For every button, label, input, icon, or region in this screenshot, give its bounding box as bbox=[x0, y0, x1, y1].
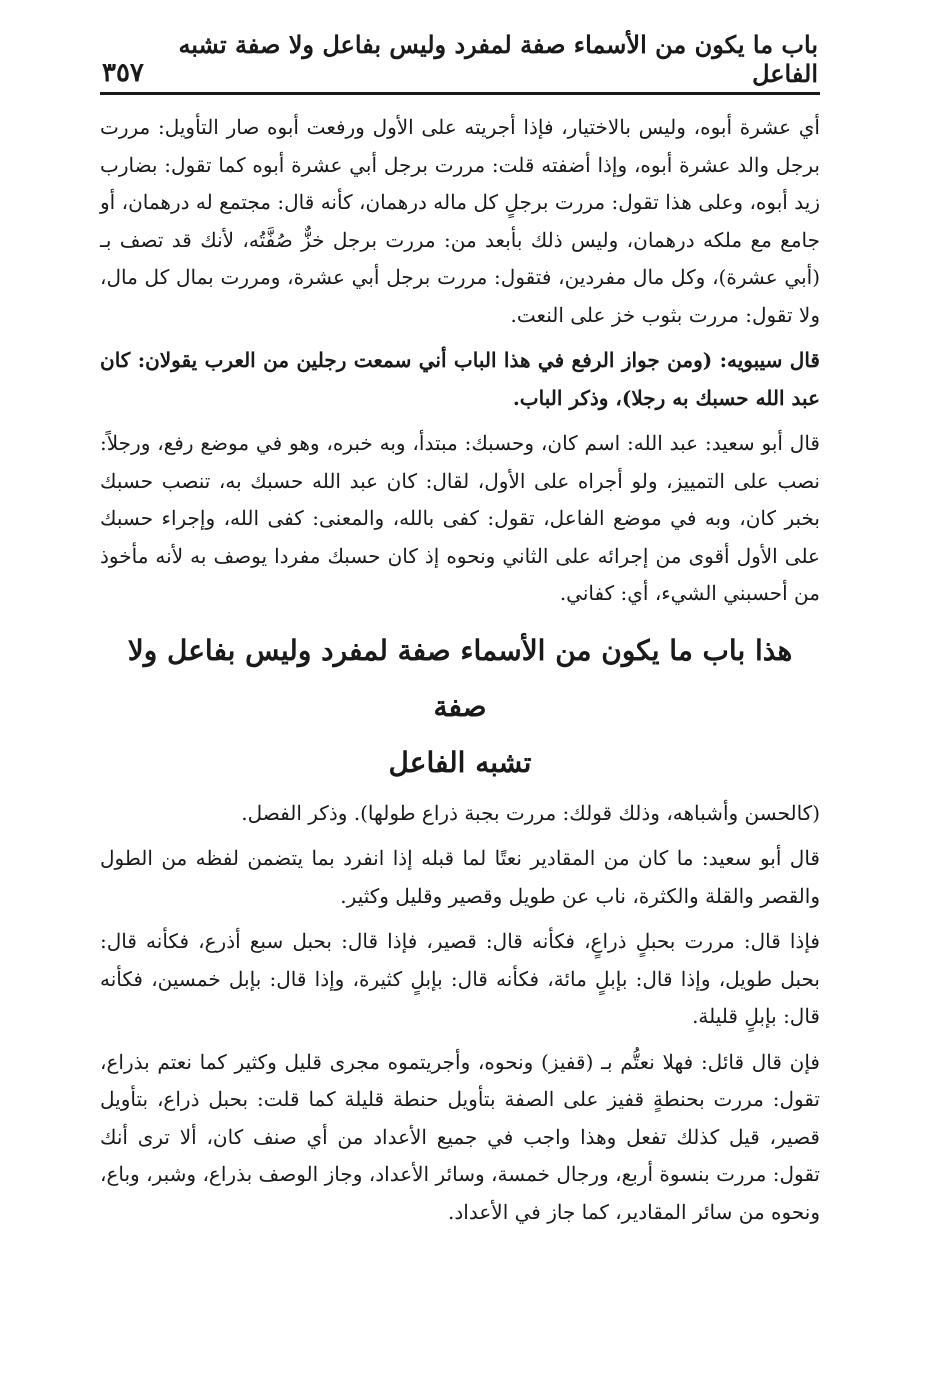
paragraph-intro: أي عشرة أبوه، وليس بالاختيار، فإذا أجريته على الأول ورفعت أبوه صار التأويل: مررت برجل والد عشرة أبوه، وإذا أضفته قلت: مررت برجل أبي عشرة أبوه كما تقول: بضارب زيد أبوه، وعلى هذا تقول: مررت برجلٍ كل ماله درهمان، كأنه قال: مجتمع له درهمان، أو جامع مع ملكه درهمان، وليس ذلك بأبعد من: مررت برجل خزٌّ صُفَّتُه، لأنك قد تصف بـ (أبي عشرة)، وكل مال مفردين، فتقول: مررت برجل أبي عشرة، ومررت بمال كل مال، ولا تقول: مررت بثوب خز على النعت. bbox=[100, 115, 820, 327]
chapter-heading-line-1: هذا باب ما يكون من الأسماء صفة لمفرد وليس بفاعل ولا صفة bbox=[127, 633, 793, 723]
paragraph-abu-said-commentary: قال أبو سعيد: عبد الله: اسم كان، وحسبك: مبتدأ، وبه خبره، وهو في موضع رفع، ورجلاً: نصب على التمييز، ولو أجراه على الأول، لقال: كان عبد الله حسبك به، تنصب حسبك بخبر كان، وبه في موضع الفاعل، تقول: كفى بالله، والمعنى: كفى الله، وإجراء حسبك على الأول أقوى من إجرائه على الثاني ونحوه إذ كان حسبك مفردا يوصف به لأنه مأخوذ من أحسبني الشيء، أي: كفاني. bbox=[100, 431, 820, 605]
running-header bbox=[100, 30, 820, 95]
running-title: باب ما يكون من الأسماء صفة لمفرد وليس بفاعل ولا صفة تشبه الفاعل bbox=[178, 30, 818, 88]
chapter-heading bbox=[100, 623, 820, 791]
paragraph-chapter-quote: (كالحسن وأشباهه، وذلك قولك: مررت بجبة ذراع طولها). وذكر الفصل. bbox=[241, 800, 820, 825]
book-page bbox=[100, 30, 820, 1239]
paragraph-objection: فإن قال قائل: فهلا نعتُّم بـ (قفيز) ونحوه، وأجريتموه مجرى قليل وكثير كما نعتم بذراع، تقول: مررت بحنطةٍ قفيز على الصفة بتأويل حنطة قليلة كما قلت: بحبل ذراع، بتأويل قصير، قيل كذلك تفعل وهذا واجب في جميع الأعداد من أي صنف كان، ألا ترى أنك تقول: مررت بنسوة أربع، ورجال خمسة، وسائر الأعداد، وجاز الوصف بذراع، وشبر، وباع، ونحوه من سائر المقادير، كما جاز في الأعداد. bbox=[100, 1049, 820, 1224]
chapter-heading-line-2: تشبه الفاعل bbox=[388, 745, 532, 779]
paragraph-sibawayh-quote: قال سيبويه: (ومن جواز الرفع في هذا الباب أني سمعت رجلين من العرب يقولان: كان عبد الله حسبك به رجلا)، وذكر الباب. bbox=[100, 348, 820, 410]
paragraph-rope-examples: فإذا قال: مررت بحبلٍ ذراعٍ، فكأنه قال: قصير، فإذا قال: بحبل سبع أذرع، فكأنه قال: بحبل طويل، وإذا قال: بإبلٍ مائة، فكأنه قال: بإبلٍ كثيرة، وإذا قال: بإبل خمسين، فكأنه قال: بإبلٍ قليلة. bbox=[100, 929, 820, 1028]
paragraph-measures: قال أبو سعيد: ما كان من المقادير نعتًا لما قبله إذا انفرد بما يتضمن لفظه من الطول والقصر والقلة والكثرة، ناب عن طويل وقصير وقليل وكثير. bbox=[100, 846, 820, 908]
page-body bbox=[100, 109, 820, 1231]
page-number: ٣٥٧ bbox=[102, 58, 144, 88]
